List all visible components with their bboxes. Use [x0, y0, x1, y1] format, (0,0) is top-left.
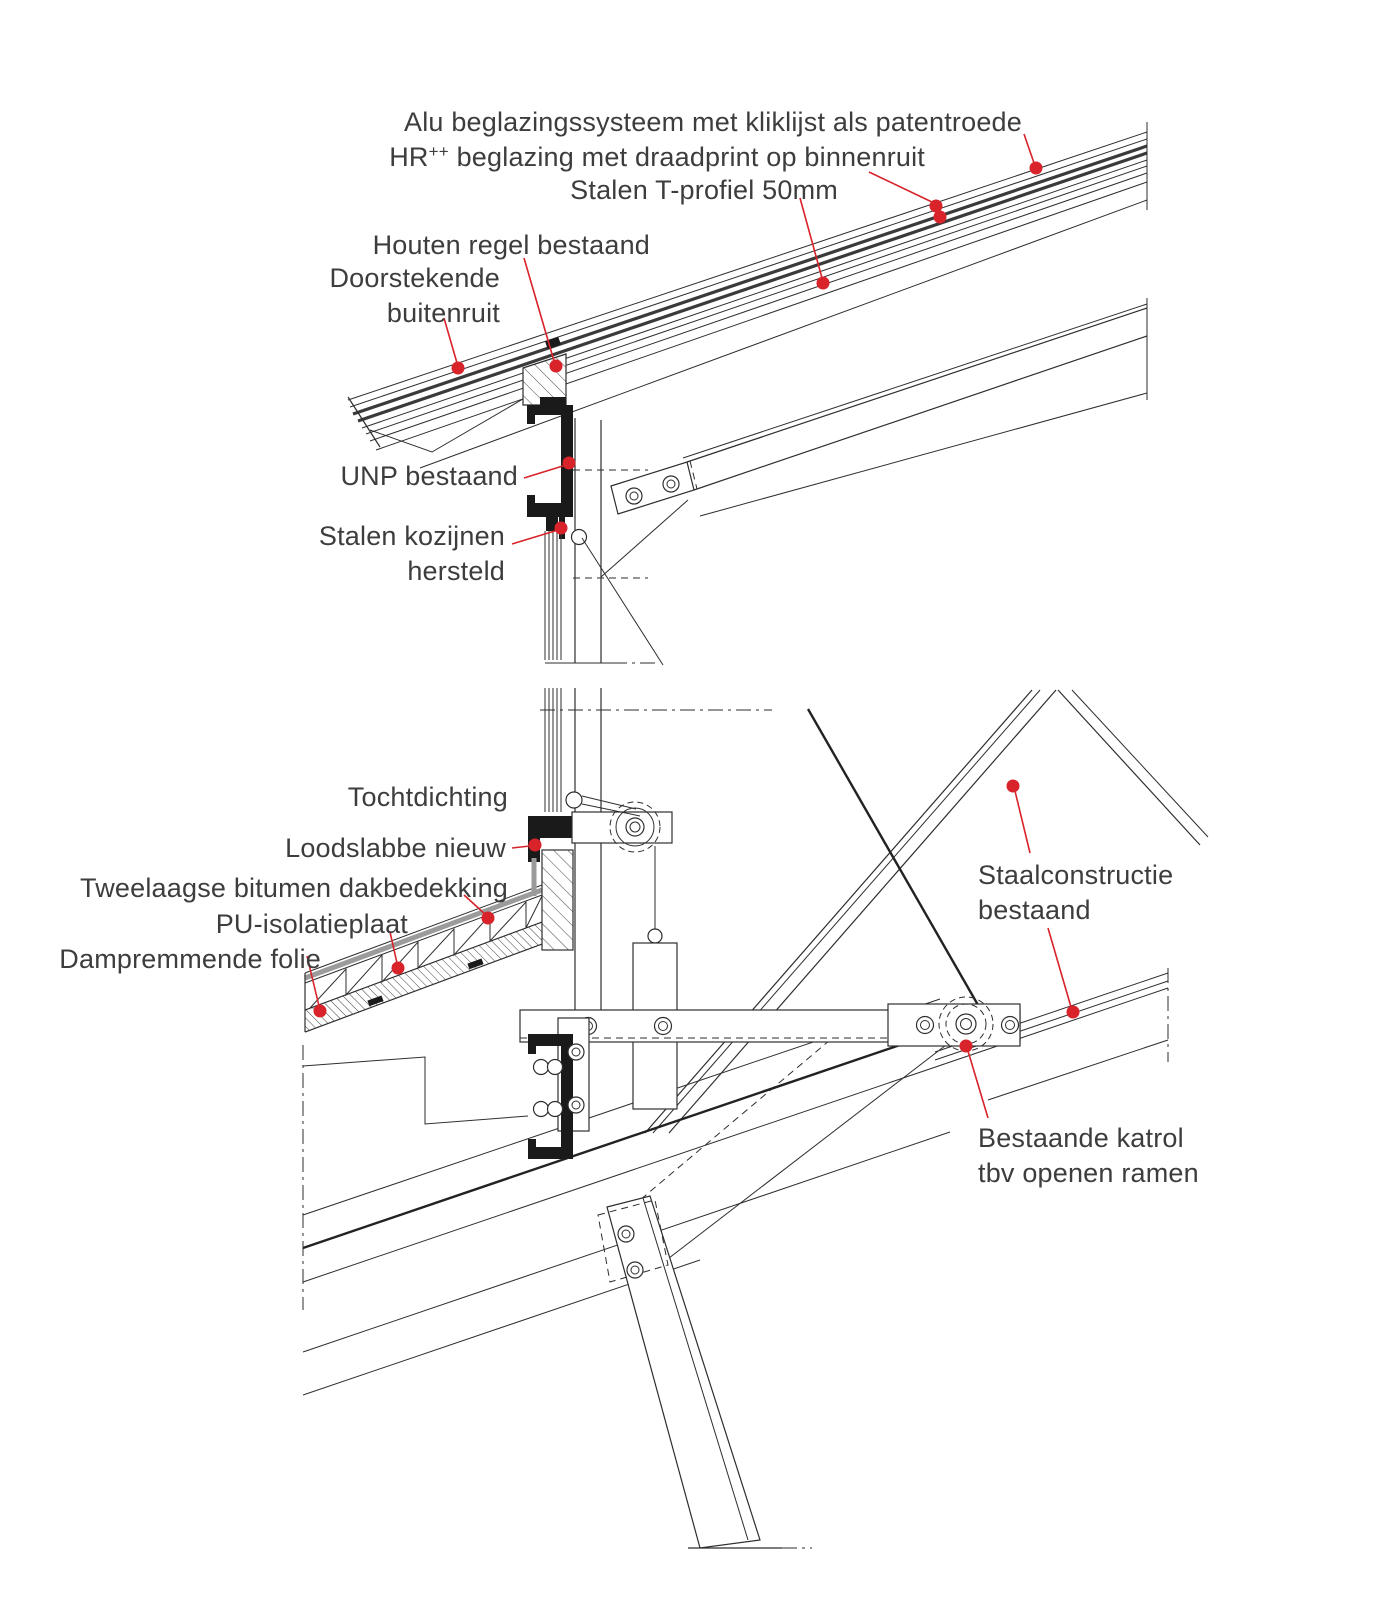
leader-hr — [869, 172, 947, 224]
label-bitumen: Tweelaagse bitumen dakbedekking — [80, 873, 508, 903]
diagonal-strut — [598, 1196, 812, 1548]
label-doorstekende-2: buitenruit — [386, 298, 500, 328]
label-stalen-kozijnen-2: hersteld — [407, 556, 505, 586]
leader-loodslabbe — [512, 839, 542, 852]
brace-line — [601, 500, 688, 577]
label-stalen-kozijnen-1: Stalen kozijnen — [318, 521, 505, 551]
leader-alu — [1024, 134, 1043, 175]
label-houten-regel: Houten regel bestaand — [372, 230, 650, 260]
leader-kozijnen — [512, 522, 568, 545]
horizontal-strap — [520, 997, 1020, 1051]
label-dampremmende-folie: Dampremmende folie — [59, 944, 321, 974]
label-unp: UNP bestaand — [340, 461, 518, 491]
label-staalconstructie-1: Staalconstructie — [978, 860, 1174, 890]
label-tochtdichting: Tochtdichting — [347, 782, 508, 812]
label-staalconstructie-2: bestaand — [978, 895, 1091, 925]
cable-anchor-icon — [566, 792, 582, 808]
flat-roof-package — [305, 885, 542, 1032]
label-hr-beglazing: HR++ beglazing met draadprint op binnenruit — [389, 142, 925, 172]
top-detail — [319, 107, 1147, 665]
window-stay-rod — [808, 709, 982, 1012]
label-stalen-t-profiel: Stalen T-profiel 50mm — [570, 175, 838, 205]
leader-katrol — [960, 1040, 989, 1119]
label-bestaande-katrol-1: Bestaande katrol — [978, 1123, 1184, 1153]
label-pu-isolatieplaat: PU-isolatieplaat — [215, 909, 408, 939]
label-alu-beglazingssysteem: Alu beglazingssysteem met kliklijst als patentroede — [404, 107, 1022, 137]
brace-line — [582, 538, 663, 665]
counterweight-eye — [648, 929, 662, 943]
leader-staalconstructie-a — [1007, 780, 1031, 854]
unp-profile-bottom — [528, 1018, 589, 1159]
wood-regel-block — [523, 337, 566, 406]
bottom-detail — [59, 688, 1208, 1548]
label-loodslabbe: Loodslabbe nieuw — [285, 833, 506, 863]
label-doorstekende-1: Doorstekende — [329, 263, 500, 293]
roof-glazing-band — [348, 122, 1147, 468]
steel-strap-top — [611, 298, 1147, 516]
unp-profile-top — [527, 405, 573, 539]
label-bestaande-katrol-2: tbv openen ramen — [978, 1158, 1199, 1188]
